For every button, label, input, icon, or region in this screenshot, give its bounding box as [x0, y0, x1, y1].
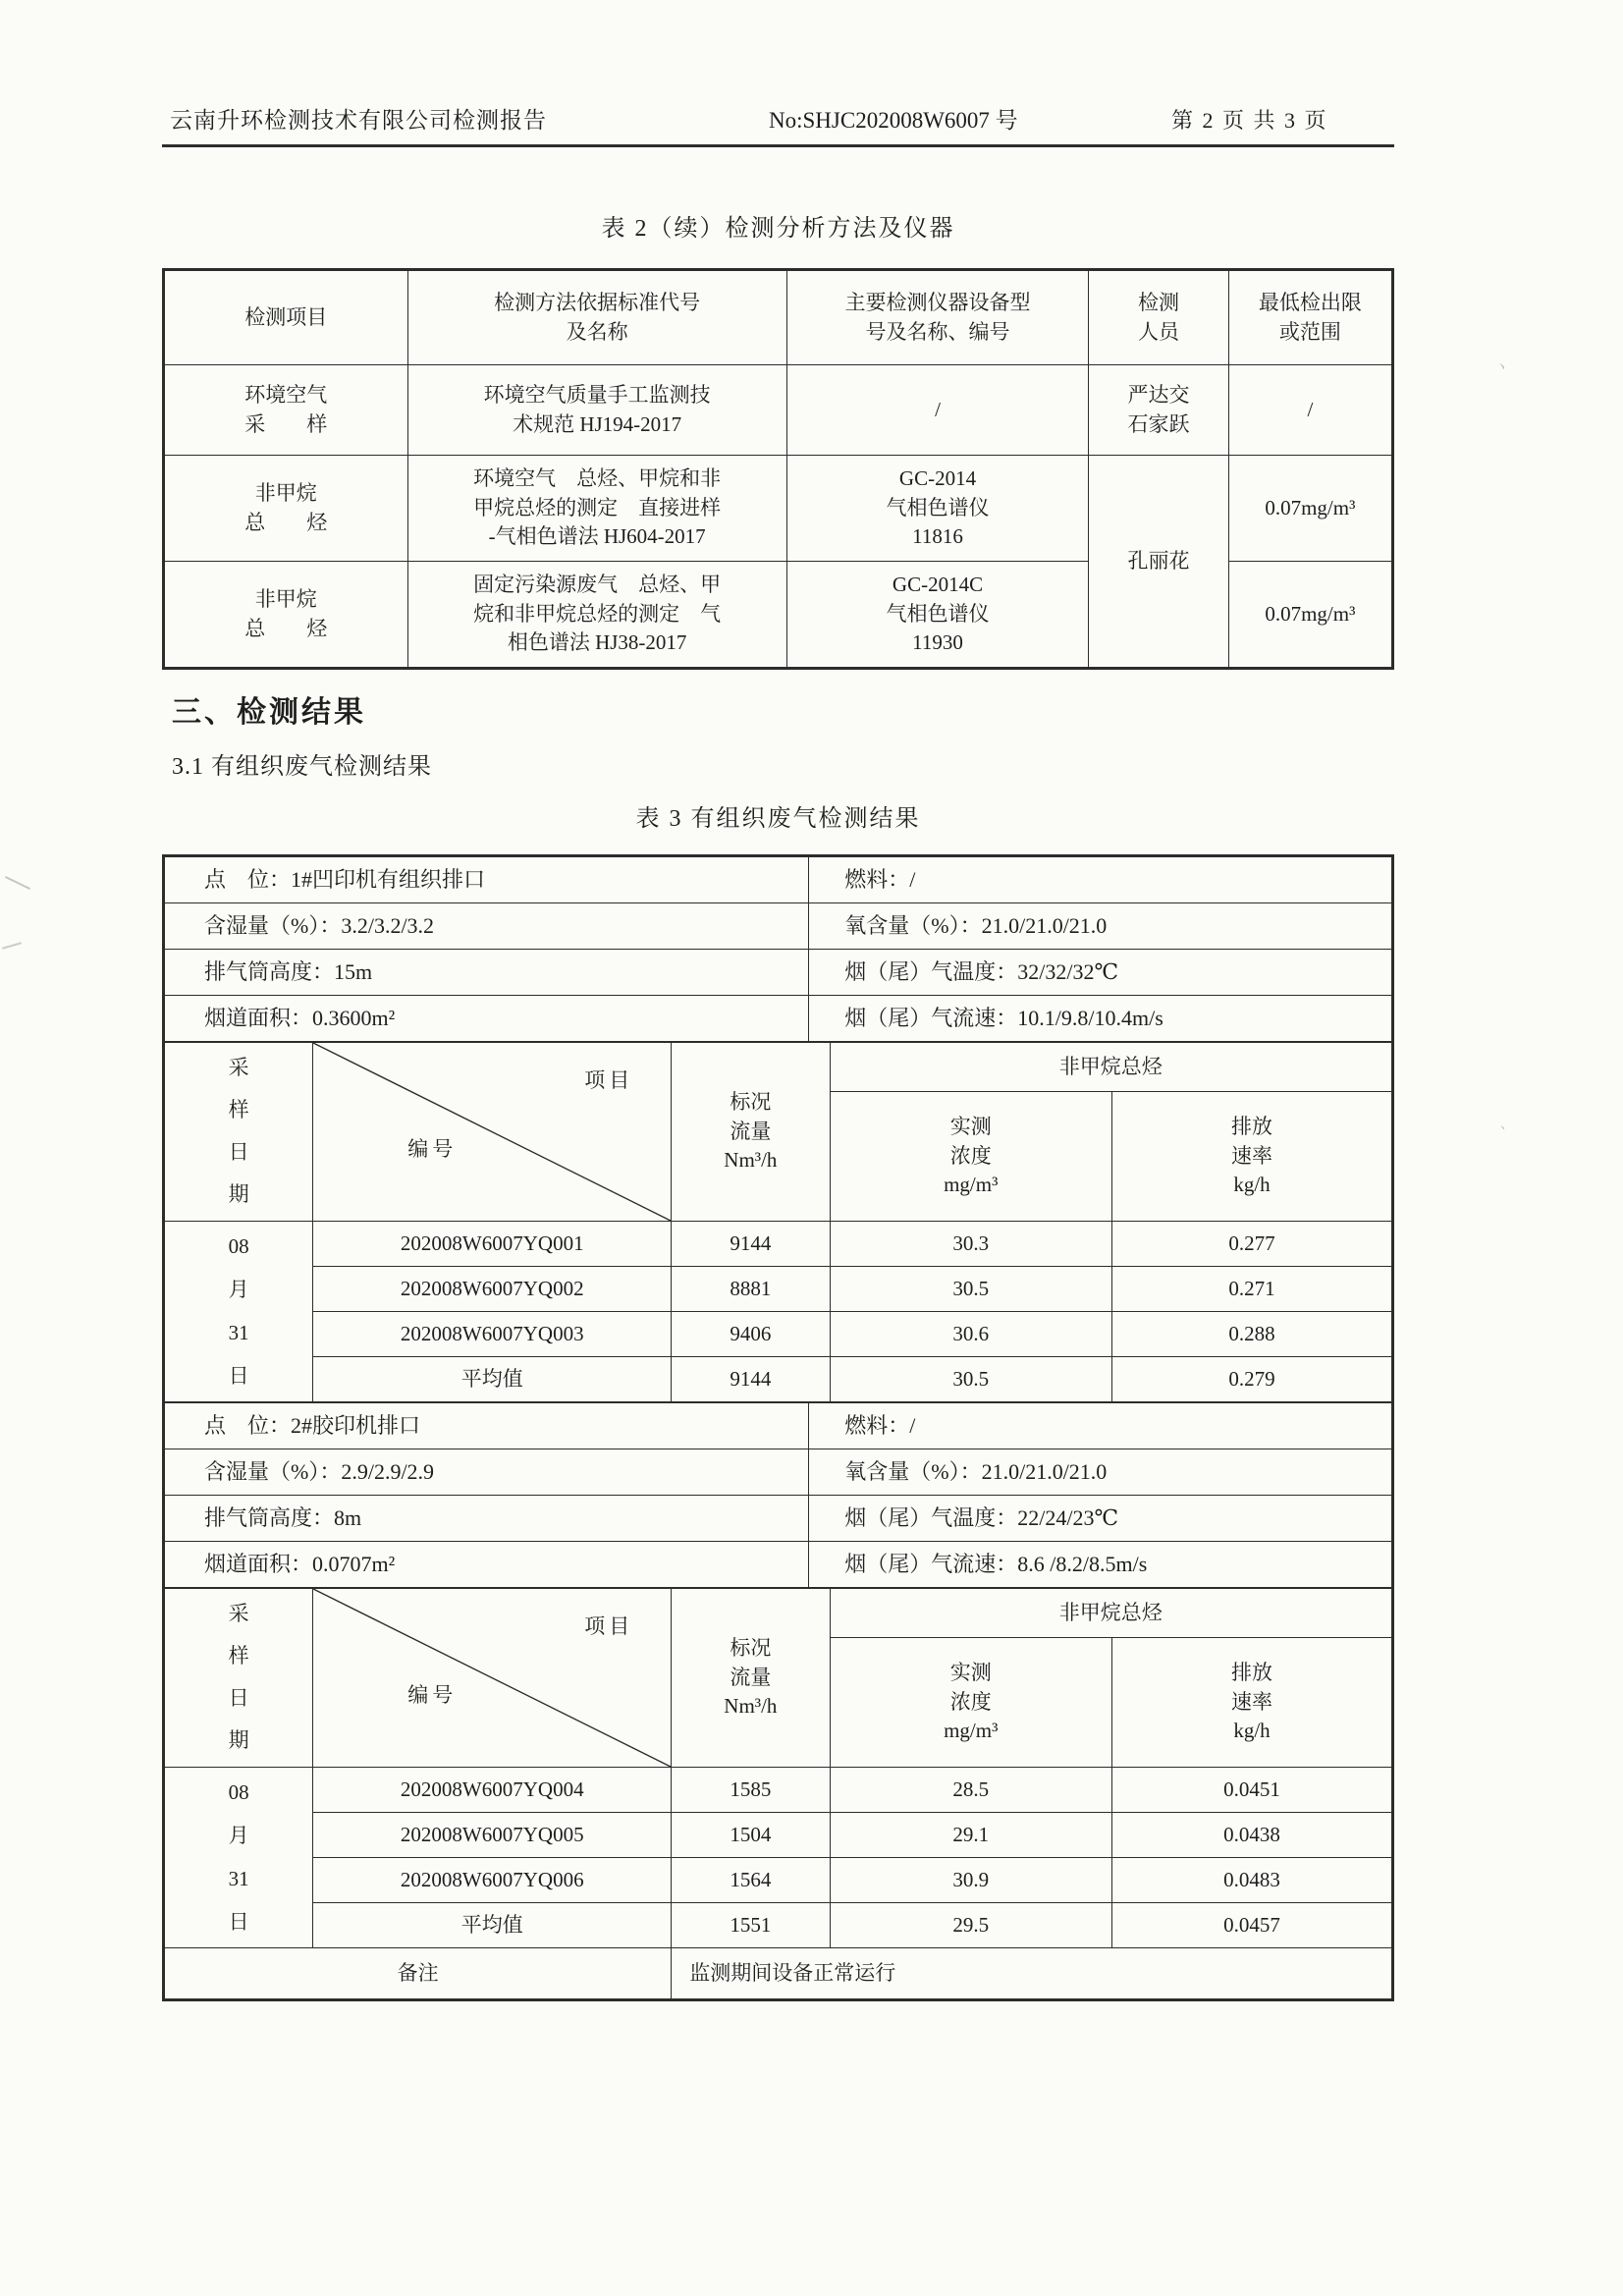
col-header-item: 检测项目: [165, 271, 408, 365]
scan-artifact: 、: [1500, 1118, 1514, 1132]
conc-value: 30.5: [830, 1267, 1112, 1312]
sample-date-char: 采: [228, 1056, 249, 1080]
cell-limit: 0.07mg/m³: [1228, 562, 1391, 668]
stack-info-block-2: [164, 1402, 1392, 1588]
cell-item: 非甲烷 总 烃: [165, 562, 408, 668]
cell-item: 非甲烷 总 烃: [165, 456, 408, 562]
rate-value: 0.0451: [1112, 1768, 1392, 1813]
table-row: [165, 903, 1392, 950]
rate-value: 0.279: [1112, 1357, 1392, 1402]
sample-date-char: 样: [228, 1644, 249, 1668]
page-number: 第 2 页 共 3 页: [1171, 108, 1328, 133]
table-header-row: [165, 1589, 1392, 1638]
table-row: [165, 1357, 1392, 1402]
table2: [162, 268, 1394, 670]
info-gas-temp: 烟（尾）气温度：32/32/32℃: [809, 950, 1392, 996]
project-label: 项目: [584, 1614, 634, 1638]
info-position: 点 位：2#胶印机排口: [165, 1403, 809, 1449]
flow-value: 9144: [672, 1357, 830, 1402]
sample-id-label: 编号: [407, 1137, 458, 1161]
table-row: [165, 857, 1392, 903]
conc-value: 29.5: [830, 1903, 1112, 1948]
average-label: 平均值: [313, 1357, 672, 1402]
table-row: [165, 1903, 1392, 1948]
remark-value: 监测期间设备正常运行: [672, 1948, 1392, 1999]
sample-id-label: 编号: [407, 1683, 458, 1707]
cell-method: 固定污染源废气 总烃、甲 烷和非甲烷总烃的测定 气 相色谱法 HJ38-2017: [407, 562, 786, 668]
table-row: [165, 1496, 1392, 1542]
sample-date-header: [165, 1589, 313, 1768]
section-subheading: 3.1 有组织废气检测结果: [172, 754, 432, 780]
table-row: [165, 1222, 1392, 1267]
concentration-header: 实测 浓度 mg/m³: [830, 1092, 1112, 1222]
rate-value: 0.277: [1112, 1222, 1392, 1267]
stack-info-block-1: [164, 856, 1392, 1042]
date-part: 31: [228, 1866, 249, 1890]
info-fuel: 燃料：/: [809, 857, 1392, 903]
col-header-method: 检测方法依据标准代号 及名称: [407, 271, 786, 365]
info-gas-speed: 烟（尾）气流速：8.6 /8.2/8.5m/s: [809, 1542, 1392, 1588]
table-row: [165, 1768, 1392, 1813]
cell-instrument: GC-2014 气相色谱仪 11816: [786, 456, 1089, 562]
flow-value: 9406: [672, 1312, 830, 1357]
conc-value: 30.5: [830, 1357, 1112, 1402]
flow-value: 1551: [672, 1903, 830, 1948]
sample-id: 202008W6007YQ005: [313, 1813, 672, 1858]
flow-value: 8881: [672, 1267, 830, 1312]
table-header-row: [165, 1043, 1392, 1092]
rate-value: 0.271: [1112, 1267, 1392, 1312]
sample-id: 202008W6007YQ001: [313, 1222, 672, 1267]
rate-value: 0.0438: [1112, 1813, 1392, 1858]
cell-instrument: /: [786, 365, 1089, 456]
remark-label: 备注: [165, 1948, 672, 1999]
sample-date-char: 日: [228, 1140, 249, 1165]
col-header-limit: 最低检出限 或范围: [1228, 271, 1391, 365]
rate-header: 排放 速率 kg/h: [1112, 1092, 1392, 1222]
rate-value: 0.0457: [1112, 1903, 1392, 1948]
info-duct-area: 烟道面积：0.0707m²: [165, 1542, 809, 1588]
sample-id: 202008W6007YQ003: [313, 1312, 672, 1357]
rate-header: 排放 速率 kg/h: [1112, 1638, 1392, 1768]
sample-date-char: 期: [228, 1182, 249, 1207]
table-row: [165, 1449, 1392, 1496]
sample-date-header: [165, 1043, 313, 1222]
page-header: [162, 0, 1394, 147]
diagonal-header-cell: [313, 1043, 672, 1222]
conc-value: 30.9: [830, 1858, 1112, 1903]
date-part: 月: [228, 1277, 249, 1301]
table2-header-row: [165, 271, 1392, 365]
report-org-title: 云南升环检测技术有限公司检测报告: [170, 108, 547, 133]
cell-limit: /: [1228, 365, 1391, 456]
info-moisture: 含湿量（%）：2.9/2.9/2.9: [165, 1449, 809, 1496]
info-oxygen: 氧含量（%）：21.0/21.0/21.0: [809, 903, 1392, 950]
report-number: No:SHJC202008W6007 号: [769, 108, 1018, 133]
stack-measurements-2: [164, 1588, 1392, 1999]
table-row: [165, 1542, 1392, 1588]
sample-date-cell: [165, 1222, 313, 1402]
flow-value: 1504: [672, 1813, 830, 1858]
info-gas-speed: 烟（尾）气流速：10.1/9.8/10.4m/s: [809, 996, 1392, 1042]
rate-value: 0.288: [1112, 1312, 1392, 1357]
stack-measurements-1: [164, 1042, 1392, 1402]
sample-date-char: 采: [228, 1602, 249, 1626]
conc-value: 30.3: [830, 1222, 1112, 1267]
rate-value: 0.0483: [1112, 1858, 1392, 1903]
cell-staff: 孔丽花: [1089, 456, 1229, 668]
info-oxygen: 氧含量（%）：21.0/21.0/21.0: [809, 1449, 1392, 1496]
cell-limit: 0.07mg/m³: [1228, 456, 1391, 562]
flow-value: 1585: [672, 1768, 830, 1813]
sample-date-char: 日: [228, 1686, 249, 1711]
info-stack-height: 排气筒高度：8m: [165, 1496, 809, 1542]
table-row: [165, 1267, 1392, 1312]
info-moisture: 含湿量（%）：3.2/3.2/3.2: [165, 903, 809, 950]
sample-id: 202008W6007YQ004: [313, 1768, 672, 1813]
table-row: [165, 365, 1392, 456]
diagonal-header-cell: [313, 1589, 672, 1768]
cell-staff: 严达交 石家跃: [1089, 365, 1229, 456]
conc-value: 30.6: [830, 1312, 1112, 1357]
table-row: [165, 1858, 1392, 1903]
flow-header: 标况 流量 Nm³/h: [672, 1589, 830, 1768]
info-stack-height: 排气筒高度：15m: [165, 950, 809, 996]
table-row: [165, 996, 1392, 1042]
flow-value: 9144: [672, 1222, 830, 1267]
conc-value: 28.5: [830, 1768, 1112, 1813]
section-heading: 三、检测结果: [172, 696, 366, 729]
date-part: 08: [228, 1779, 249, 1804]
date-part: 日: [228, 1909, 249, 1934]
average-label: 平均值: [313, 1903, 672, 1948]
conc-value: 29.1: [830, 1813, 1112, 1858]
table-row: [165, 1813, 1392, 1858]
info-fuel: 燃料：/: [809, 1403, 1392, 1449]
info-duct-area: 烟道面积：0.3600m²: [165, 996, 809, 1042]
flow-value: 1564: [672, 1858, 830, 1903]
table-row: [165, 950, 1392, 996]
flow-header: 标况 流量 Nm³/h: [672, 1043, 830, 1222]
concentration-header: 实测 浓度 mg/m³: [830, 1638, 1112, 1768]
page: [162, 0, 1394, 2001]
date-part: 日: [228, 1363, 249, 1388]
sample-id: 202008W6007YQ002: [313, 1267, 672, 1312]
col-header-staff: 检测 人员: [1089, 271, 1229, 365]
cell-instrument: GC-2014C 气相色谱仪 11930: [786, 562, 1089, 668]
scan-artifact: [2, 942, 22, 949]
date-part: 08: [228, 1233, 249, 1258]
scan-artifact: ヽ: [1494, 359, 1510, 375]
date-part: 月: [228, 1823, 249, 1847]
cell-method: 环境空气质量手工监测技 术规范 HJ194-2017: [407, 365, 786, 456]
table-row: [165, 456, 1392, 562]
project-label: 项目: [584, 1068, 634, 1092]
table3-title: 表 3 有组织废气检测结果: [635, 806, 921, 832]
pollutant-header: 非甲烷总烃: [830, 1589, 1392, 1638]
scan-artifact: [5, 876, 30, 890]
cell-item: 环境空气 采 样: [165, 365, 408, 456]
sample-date-char: 样: [228, 1098, 249, 1122]
col-header-instrument: 主要检测仪器设备型 号及名称、编号: [786, 271, 1089, 365]
info-gas-temp: 烟（尾）气温度：22/24/23℃: [809, 1496, 1392, 1542]
table-row: [165, 1403, 1392, 1449]
table3: [162, 854, 1394, 2001]
table-row: [165, 1312, 1392, 1357]
sample-date-char: 期: [228, 1728, 249, 1753]
sample-date-cell: [165, 1768, 313, 1948]
cell-method: 环境空气 总烃、甲烷和非 甲烷总烃的测定 直接进样 -气相色谱法 HJ604-2017: [407, 456, 786, 562]
info-position: 点 位：1#凹印机有组织排口: [165, 857, 809, 903]
table2-title: 表 2（续）检测分析方法及仪器: [601, 216, 955, 242]
pollutant-header: 非甲烷总烃: [830, 1043, 1392, 1092]
sample-id: 202008W6007YQ006: [313, 1858, 672, 1903]
date-part: 31: [228, 1320, 249, 1344]
remark-row: [165, 1948, 1392, 1999]
